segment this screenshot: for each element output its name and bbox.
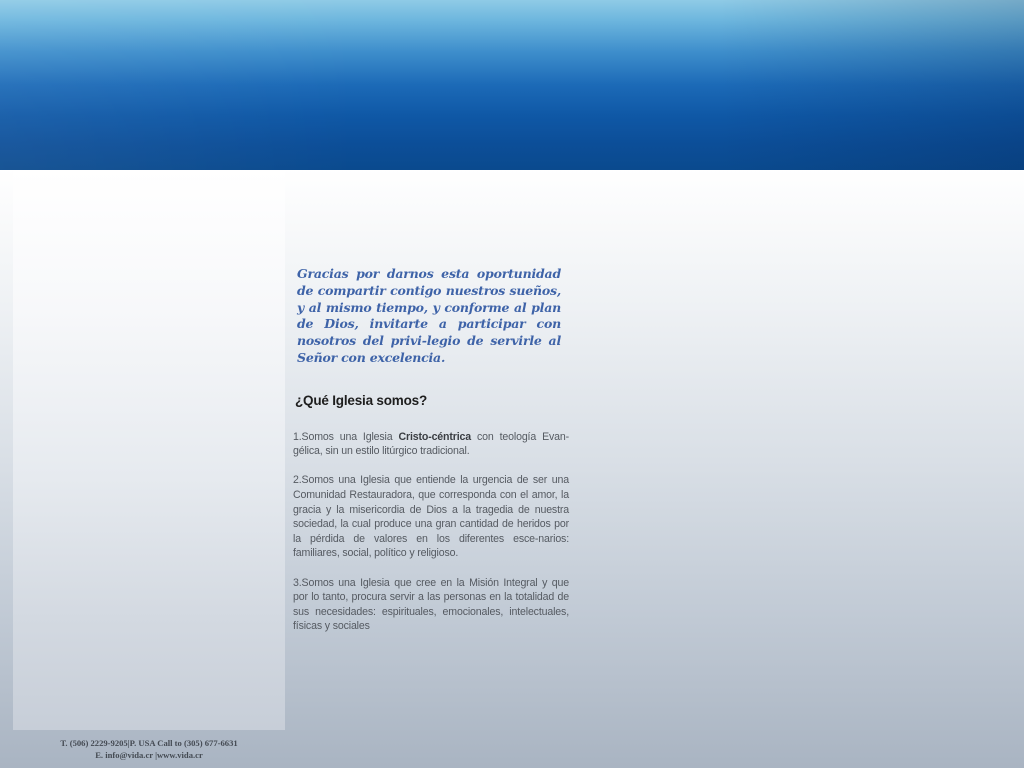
list-item-3: 3.Somos una Iglesia que cree en la Misión Integral y que por lo tanto, procura servir a las personas en la totalidad de sus necesidades: espirituales, emocionales, intelectuales, físicas y sociales (293, 576, 569, 633)
list-item-1 (293, 430, 569, 459)
item-1-text-end: con teología Evan-gélica, sin un estilo litúrgico tradicional. (293, 430, 569, 458)
item-1-bold-text: Cristo-céntrica (398, 430, 472, 443)
main-content (293, 266, 569, 648)
list-item-2: 2.Somos una Iglesia que entiende la urgencia de ser una Comunidad Restauradora, que corresponda con el amor, la gracia y la misericordia de Dios a la tragedia de nuestra sociedad, la cual produce una gran cantidad de heridos por la pérdida de valores en los diferentes esce-narios: familiares, social, político y religioso. (293, 474, 569, 560)
sidebar-panel (13, 170, 285, 730)
header-banner (0, 0, 1024, 170)
footer-phones: T. (506) 2229-9205|P. USA Call to (305) 677-6631 (60, 738, 238, 748)
item-list (293, 430, 569, 634)
footer-email-web: E. info@vida.cr |www.vida.cr (95, 749, 203, 760)
footer-contact (13, 738, 285, 761)
item-1-text-start: 1.Somos una Iglesia (293, 430, 399, 443)
section-heading: ¿Qué Iglesia somos? (295, 392, 427, 408)
intro-paragraph: Gracias por darnos esta oportunidad de compartir contigo nuestros sueños, y al mismo tiempo, y conforme al plan de Dios, invitarte a participar con nosotros del privi-legio de servirle al Señor con excelencia. (297, 266, 561, 365)
